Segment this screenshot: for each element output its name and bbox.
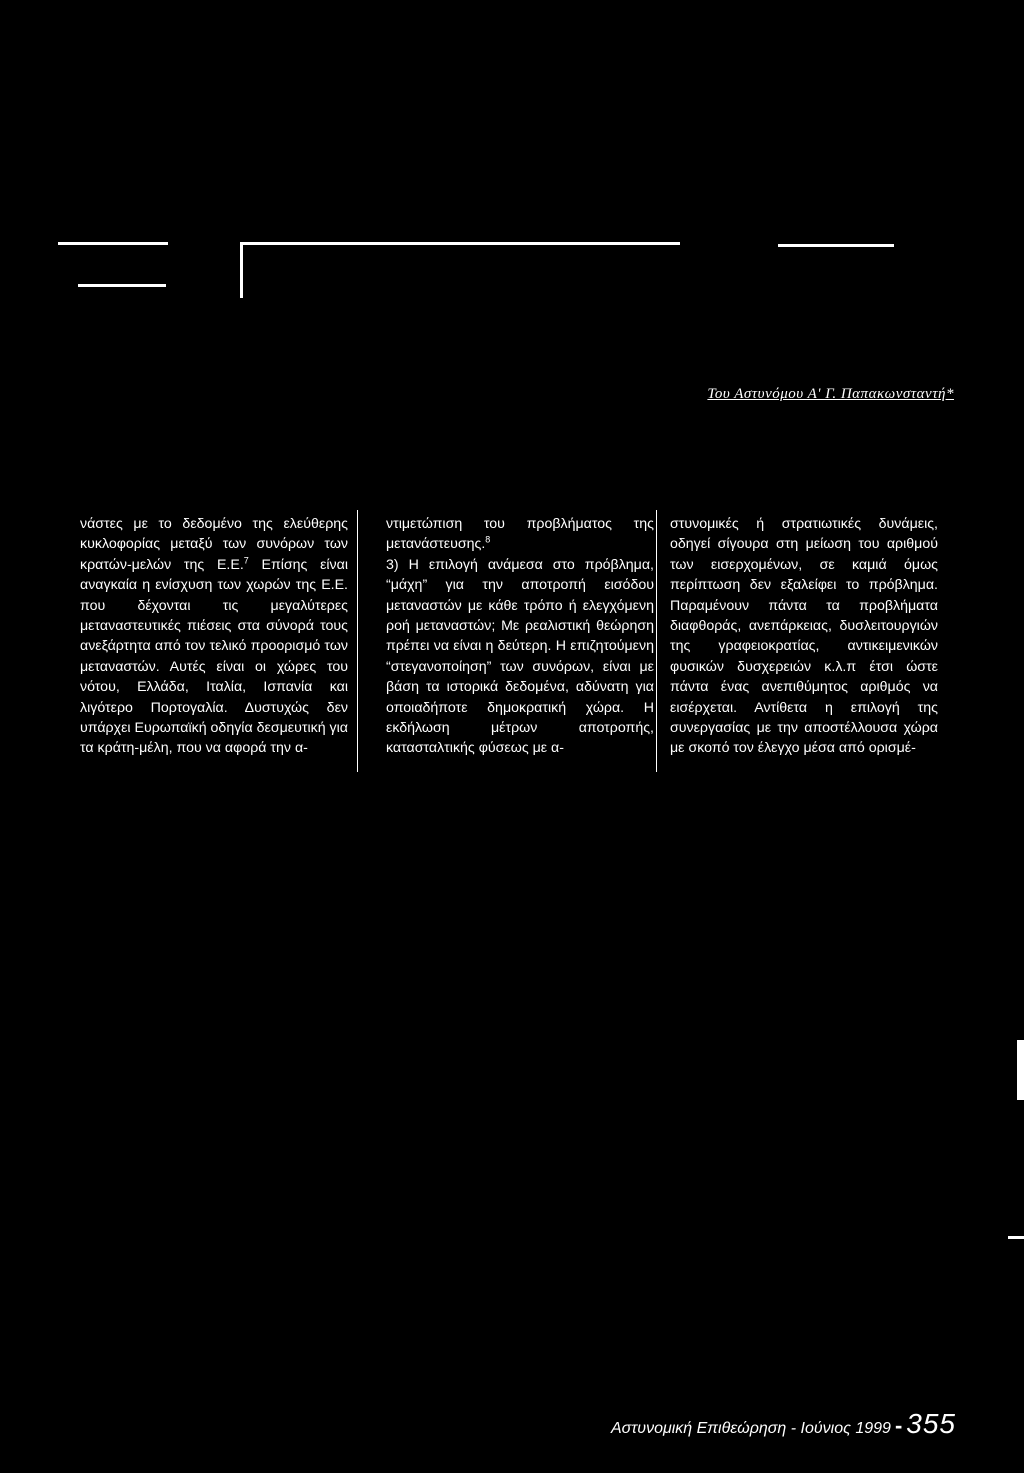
footer-separator: - (894, 1413, 903, 1438)
paragraph: στυνομικές ή στρατιωτικές δυνάμεις, οδηγεί σίγουρα στη μείωση του αριθμού των εισερχομένων, σε καμιά όμως περίπτωση δεν εξαλείφει το πρόβλημα. Παραμένουν πάντα τα προβλήματα διαφθοράς, ανεπάρκειας, δυσλειτουργιών της γραφειοκρατίας, αντικειμενικών φυσικών δυσχερειών κ.λ.π έτσι ώστε πάντα ένας ανεπιθύμητος αριθμός να εισέρχεται. Αντίθετα η επιλογή της συνεργασίας με την αποστέλλουσα χώρα με σκοπό τον έλεγχο μέσα από ορισμέ- (670, 516, 938, 757)
header-rule (78, 284, 166, 287)
text-run: νάστες με το δεδομένο της ελεύθερης κυκλοφορίας μεταξύ των συνόρων των κρατών-μελών της Ε.Ε. (80, 516, 348, 573)
scan-edge-artifact (1008, 1236, 1024, 1239)
text-run: ντιμετώπιση του προβλήματος της μετανάστευσης. (386, 516, 654, 553)
paragraph: 3) Η επιλογή ανάμεσα στο πρόβλημα, “μάχη” για την αποτροπή εισόδου μεταναστών με κάθε τρόπο ή ελεγχόμενη ροή μεταναστών; Με ρεαλιστική θεώρηση πρέπει να είναι η δεύτερη. Η επιζητούμενη “στεγανοποίηση” των συνόρων, είναι με βάση τα ιστορικά δεδομένα, αδύνατη για οποιαδήποτε δημοκρατική χώρα. Η εκδήλωση μέτρων αποτροπής, κατασταλτικής φύσεως με α- (386, 556, 654, 757)
footnote-mark: 8 (485, 534, 491, 545)
header-rule (58, 242, 168, 245)
footer-journal-title: Αστυνομική Επιθεώρηση - Ιούνιος 1999 (610, 1420, 891, 1437)
author-byline: Του Αστυνόμου Α' Γ. Παπακωνσταντή* (707, 386, 954, 402)
text-column-2 (386, 514, 654, 759)
text-column-3 (670, 514, 938, 759)
scan-edge-artifact (1017, 1040, 1024, 1100)
footnote-mark: 7 (243, 555, 249, 566)
column-divider (656, 510, 657, 772)
text-run: Επίσης είναι αναγκαία η ενίσχυση των χωρών της Ε.Ε. που δέχονται τις μεγαλύτερες μεταναστευτικές πιέσεις στα σύνορά τους ανεξάρτητα από τον τελικό προορισμό των μεταναστών. Αυτές είναι οι χώρες του νότου, Ελλάδα, Ιταλία, Ισπανία και λιγότερο Πορτογαλία. Δυστυχώς δεν υπάρχει Ευρωπαϊκή οδηγία δεσμευτική για τα κράτη-μέλη, που να αφορά την α- (80, 556, 348, 757)
header-rule (240, 242, 680, 245)
column-divider (357, 510, 358, 772)
header-rule (240, 242, 243, 298)
page-footer (611, 1408, 956, 1440)
text-column-1 (80, 514, 348, 759)
paragraph (80, 514, 348, 759)
header-rule (778, 244, 894, 247)
paragraph (386, 514, 654, 555)
page-number: 355 (906, 1408, 956, 1439)
